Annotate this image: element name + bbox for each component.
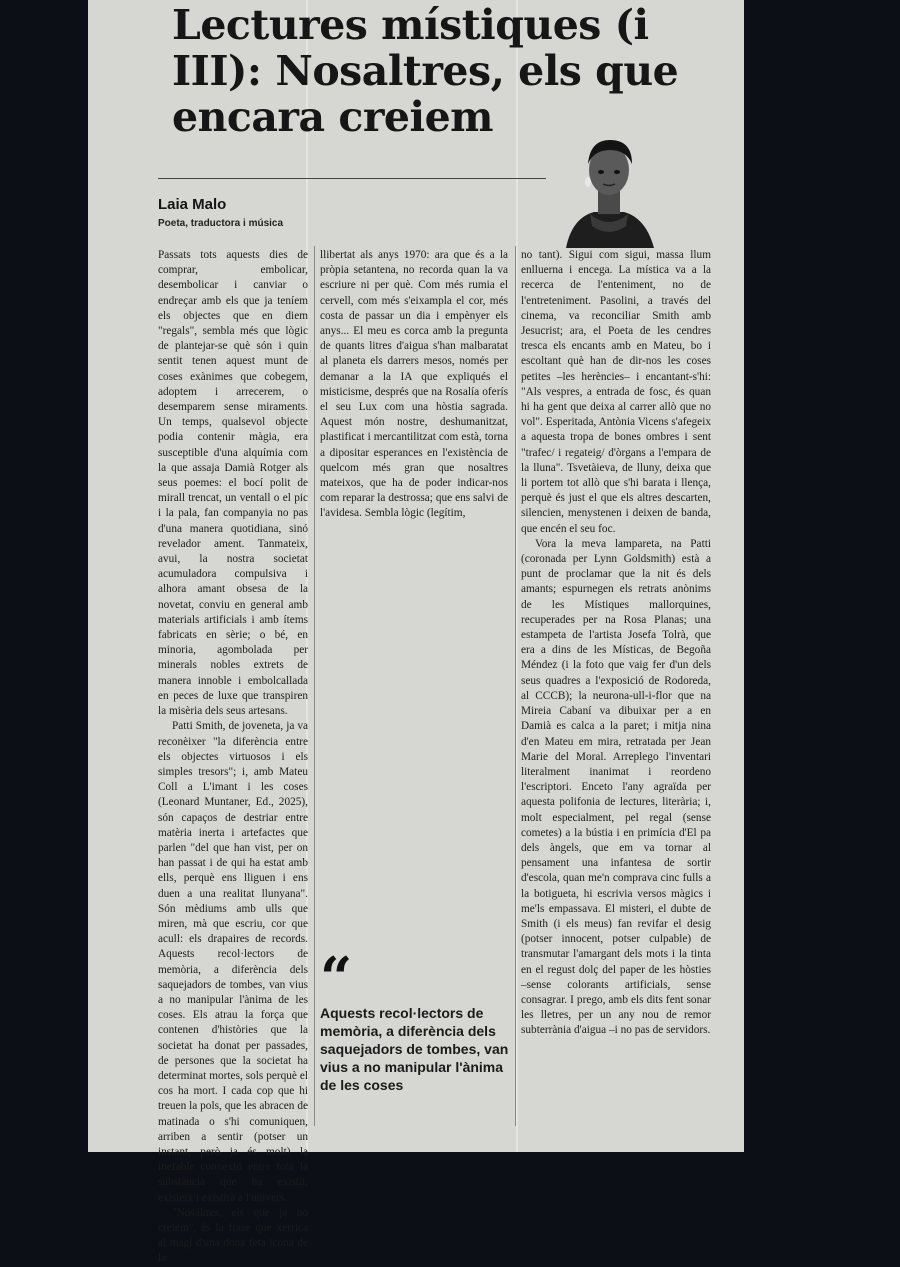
- article-column-2: [320, 248, 508, 522]
- paragraph: Patti Smith, de joveneta, ja va reconèixer "la diferència entre els objectes virtuosos i els simples tresors"; i, amb Mateu Coll a L'imant i les coses (Leonard Muntaner, Ed., 2025), són capaços de destriar entre matèria inerta i artefactes que parlen "del que han vist, per on han passat i de qui ha estat amb ells, perquè ens lliguen i ens duen a una realitat llunyana". Són mèdiums amb ulls que miren, mà que escriu, cor que acull: els drapaires de records. Aquests recol·lectors de memòria, a diferència dels saquejadors de tombes, van vius a no manipular l'ànima de les coses. Els atrau la força que contenen d'històries que la societat ha donat per passades, de persones que la societat ha determinat mortes, sols perquè el cos ha mort. I cada cop que hi treuen la pols, que les abracen de matinada o s'hi comuniquen, arriben a sentir (potser un instant, però ja és molt) la inefable connexió entre tota la substància que ha existit, existeix i existirà a l'univers.: [158, 720, 308, 1204]
- paragraph: "Nosaltres, els que ja no creiem", és la frase que xerrica al magí d'una dona feta icona de la: [158, 1206, 308, 1265]
- article-headline: Lectures místiques (i III): Nosaltres, els que encara creiem: [172, 1, 679, 141]
- column-divider: [314, 246, 315, 1126]
- column-divider: [515, 246, 516, 1126]
- pull-quote-box: [320, 945, 510, 1094]
- paragraph: Passats tots aquests dies de comprar, embolicar, desembolicar i canviar o endreçar amb els que ja teníem els objectes que en diem "regals", sembla més que lògic de plantejar-se què són i quin sentit tenen aquest munt de coses exànimes que cobegem, adoptem i arrecerem, o desemparem sense miraments. Un temps, qualsevol objecte podia contenir màgia, era susceptible d'una alquímia com la que assaja Damià Rotger als seus poemes: el bocí polit de mirall trencat, un ventall o el pic i la pala, fan companyia no pas d'una manera quotidiana, sinó revelador ament. Tanmateix, avui, la nostra societat acumuladora compulsiva i alhora amant obsesa de la novetat, conviu en general amb materials artificials i amb ítems fabricats en sèrie; o bé, en minoria, agombolada per minerals nobles extrets de manera innoble i embolcallada en peces de luxe que transpiren la misèria dels seus artesans.: [158, 249, 308, 718]
- paragraph: llibertat als anys 1970: ara que és a la pròpia setantena, no recorda quan la va escriure ni per què. Com més rumia el cervell, com més s'eixampla el cor, més costa de passar un dia i empènyer els anys... El meu es corca amb la pregunta de quants litres d'aigua s'han malbaratat al planeta els darrers mesos, només per demanar a la IA que expliqués el misticisme, després que na Rosalía oferís el seu Lux com una hòstia sagrada. Aquest món nostre, deshumanitzat, plastificat i mercantilitzat com està, torna a dipositar esperances en l'existència de quelcom més gran que nosaltres mateixos, que ha de poder indicar-nos com reparar la destrossa; que ens salvi de l'avidesa. Sembla lògic (legítim,: [320, 249, 508, 520]
- author-role: Poeta, traductora i música: [158, 218, 284, 229]
- fold-crease: [516, 0, 518, 1152]
- paragraph: Vora la meva lampareta, na Patti (coronada per Lynn Goldsmith) està a punt de proclamar que la nit és dels amants; espurnegen els retrats anònims de les Místiques mallorquines, recuperades per na Rosa Planas; una estampeta de l'artista Josefa Tolrà, que era a dins de les Místicas, de Begoña Méndez (i la foto que vaig fer d'un dels seus quadres a l'exposició de Rodoreda, al CCCB); la neurona-ull-i-flor que na Mireia Cabaní va dibuixar per a en Damià es calca a la paret; i mitja nina d'en Mateu em mira, retratada per Jean Marie del Moral. Arreplego l'inventari literalment inanimat i reordeno l'escriptori. Encetо l'any agraïda per aquesta polifonia de lectures, literària; i, molt especialment, pel regal (sense cometes) a la bústia i en primícia d'El pa dels àngels, que em va tornar al pensament una infantesa de sortir d'escola, quan me'n comprava cinc fulls a la botigueta, hi escrivia versos màgics i me'ls empassava. El misteri, el dubte de Smith (i els meus) fan revifar el desig (potser innocent, potser culpable) de transmutar l'amargant dels mots i la tinta en el regust dolç del paper de les hòsties –sense colorants artificials, sense consagrar. I prego, amb els dits fent sonar les lletres, per un any nou de remor subterrània d'aigua –i no pas de servidors.: [521, 537, 711, 1037]
- author-portrait: [546, 134, 672, 248]
- newspaper-clipping: [88, 0, 744, 1265]
- quote-mark-icon: “: [320, 945, 353, 1011]
- article-column-1: [158, 248, 308, 1267]
- pull-quote: Aquests recol·lectors de memòria, a diferència dels saquejadors de tombes, van vius a no manipular l'ànima de les coses: [320, 1005, 509, 1093]
- author-name: Laia Malo: [158, 196, 227, 213]
- paragraph: no tant). Sigui com sigui, massa llum enlluerna i encega. La mística va a la recerca de l'enteniment, no de l'entreteniment. Pasolini, a través del cinema, va reconciliar Smith amb Jesucrist; ara, el Poeta de les cendres tresca els encants amb en Mateu, bo i escoltant què han de dir-nos les coses petites –les herències– i encantant-s'hi: "Als vespres, a entrada de fosc, és quan hi ha gent que deixa al carrer allò que no vol". Esperitada, Antònia Vicens s'afegeix a aquesta tropa de bones ombres i sent "trafec/ i regateig/ d'òrgans a l'empara de la lluna". Tsvetàieva, de lluny, deixa que li portem tot allò que s'hi barata i llença, perquè és just el que els altres descarten, silencien, menystenen i deixen de banda, que encén el seu foc.: [521, 249, 711, 535]
- article-column-3: [521, 248, 711, 1039]
